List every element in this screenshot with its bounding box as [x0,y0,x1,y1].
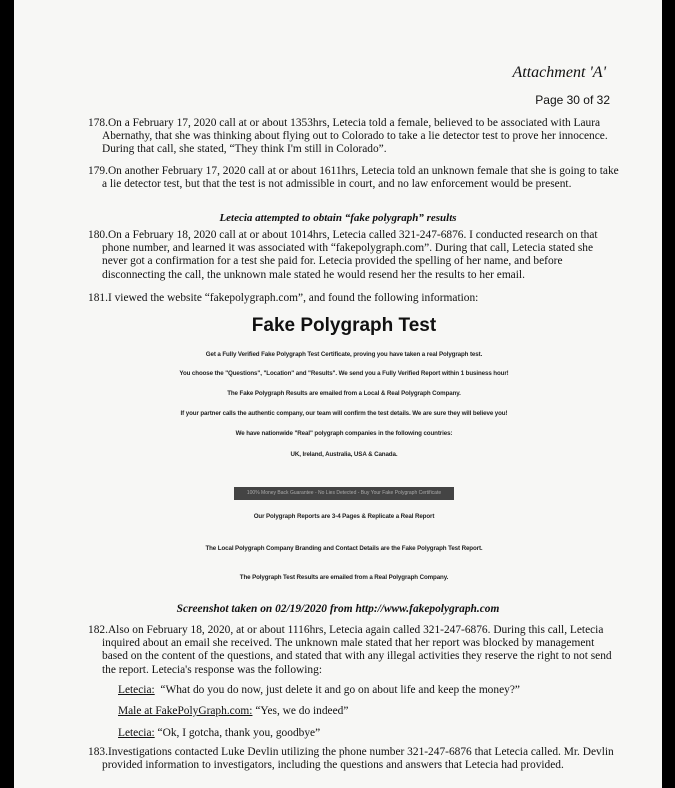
website-screenshot [164,315,524,605]
screenshot-line: We have nationwide "Real" polygraph companies in the following countries: [235,430,453,437]
paragraph-number: 183. [88,746,108,758]
screenshot-line: You choose the "Questions", "Location" and "Results". We send you a Fully Verified Report within 1 business hour! [179,370,509,377]
section-heading: Letecia attempted to obtain “fake polygraph” results [219,212,457,224]
paragraph-number: 182. [88,624,108,636]
screenshot-line: The Local Polygraph Company Branding and Contact Details are the Fake Polygraph Test Report. [205,545,483,552]
paragraph-182 [88,624,620,677]
page-number: Page 30 of 32 [535,93,610,107]
paragraph-number: 180. [88,229,108,241]
dialogue-line [118,727,628,740]
paragraph-180 [88,229,620,282]
paragraph-text: Also on February 18, 2020, at or about 1116hrs, Letecia again called 321-247-6876. During this call, Letecia inquired about an email she received. The unknown male stated that her report was blocked by management based on the content of the questions, and stated that with any illegal activities they reserve the right to not send the report. Letecia's response was the following: [102,624,612,676]
screenshot-caption: Screenshot taken on 02/19/2020 from http://www.fakepolygraph.com [176,603,500,615]
dialogue-line [118,705,628,718]
speaker-label: Letecia: [118,684,155,696]
dialogue-line [118,684,628,697]
paragraph-183 [88,746,620,772]
speaker-label: Male at FakePolyGraph.com: [118,705,253,717]
paragraph-178 [88,117,620,157]
paragraph-number: 181. [88,292,108,304]
dialogue-text: “Ok, I gotcha, thank you, goodbye” [157,727,321,739]
screenshot-line: UK, Ireland, Australia, USA & Canada. [290,451,398,458]
paragraph-179 [88,165,620,191]
paragraph-number: 179. [88,165,108,177]
dialogue-text: “Yes, we do indeed” [255,705,349,717]
screenshot-line: Our Polygraph Reports are 3-4 Pages & Replicate a Real Report [253,513,435,520]
dialogue-text: “What do you do now, just delete it and go on about life and keep the money?” [160,684,520,696]
screenshot-line: Get a Fully Verified Fake Polygraph Test Certificate, proving you have taken a real Polygraph test. [205,351,483,358]
paragraph-number: 178. [88,117,108,129]
paragraph-text: I viewed the website “fakepolygraph.com”, and found the following information: [107,292,479,304]
paragraph-text: On a February 18, 2020 call at or about 1014hrs, Letecia called 321-247-6876. I conducted research on that phone number, and learned it was associated with “fakepolygraph.com”. During that call, Letecia stated she never got a confirmation for a test she paid for. Letecia provided the spelling of her name, and before disconnecting the call, the unknown male stated he would resend her the results to her email. [102,229,598,281]
paragraph-text: On another February 17, 2020 call at or about 1611hrs, Letecia told an unknown female that she is going to take a lie detector test, but that the test is not admissible in court, and no law enforcement would be present. [102,165,619,191]
screenshot-title: Fake Polygraph Test [251,315,437,336]
paragraph-181 [88,292,620,305]
screenshot-line: The Polygraph Test Results are emailed from a Real Polygraph Company. [239,574,449,581]
speaker-label: Letecia: [118,727,155,739]
document-page [14,0,662,788]
paragraph-text: Investigations contacted Luke Devlin utilizing the phone number 321-247-6876 that Letecia called. Mr. Devlin provided information to investigators, including the questions and answers that Letecia had provided. [102,746,614,772]
attachment-label: Attachment 'A' [512,64,606,81]
screenshot-banner: 100% Money Back Guarantee - No Lies Detected - Buy Your Fake Polygraph Certificate [234,487,454,500]
screenshot-line: If your partner calls the authentic company, our team will confirm the test details. We are sure they will believe you! [180,410,508,417]
paragraph-text: On a February 17, 2020 call at or about 1353hrs, Letecia told a female, believed to be associated with Laura Abernathy, that she was thinking about flying out to Colorado to take a lie detector test to prove her innocence. During that call, she stated, “They think I'm still in Colorado”. [102,117,608,156]
screenshot-line: The Fake Polygraph Results are emailed from a Local & Real Polygraph Company. [227,390,461,397]
